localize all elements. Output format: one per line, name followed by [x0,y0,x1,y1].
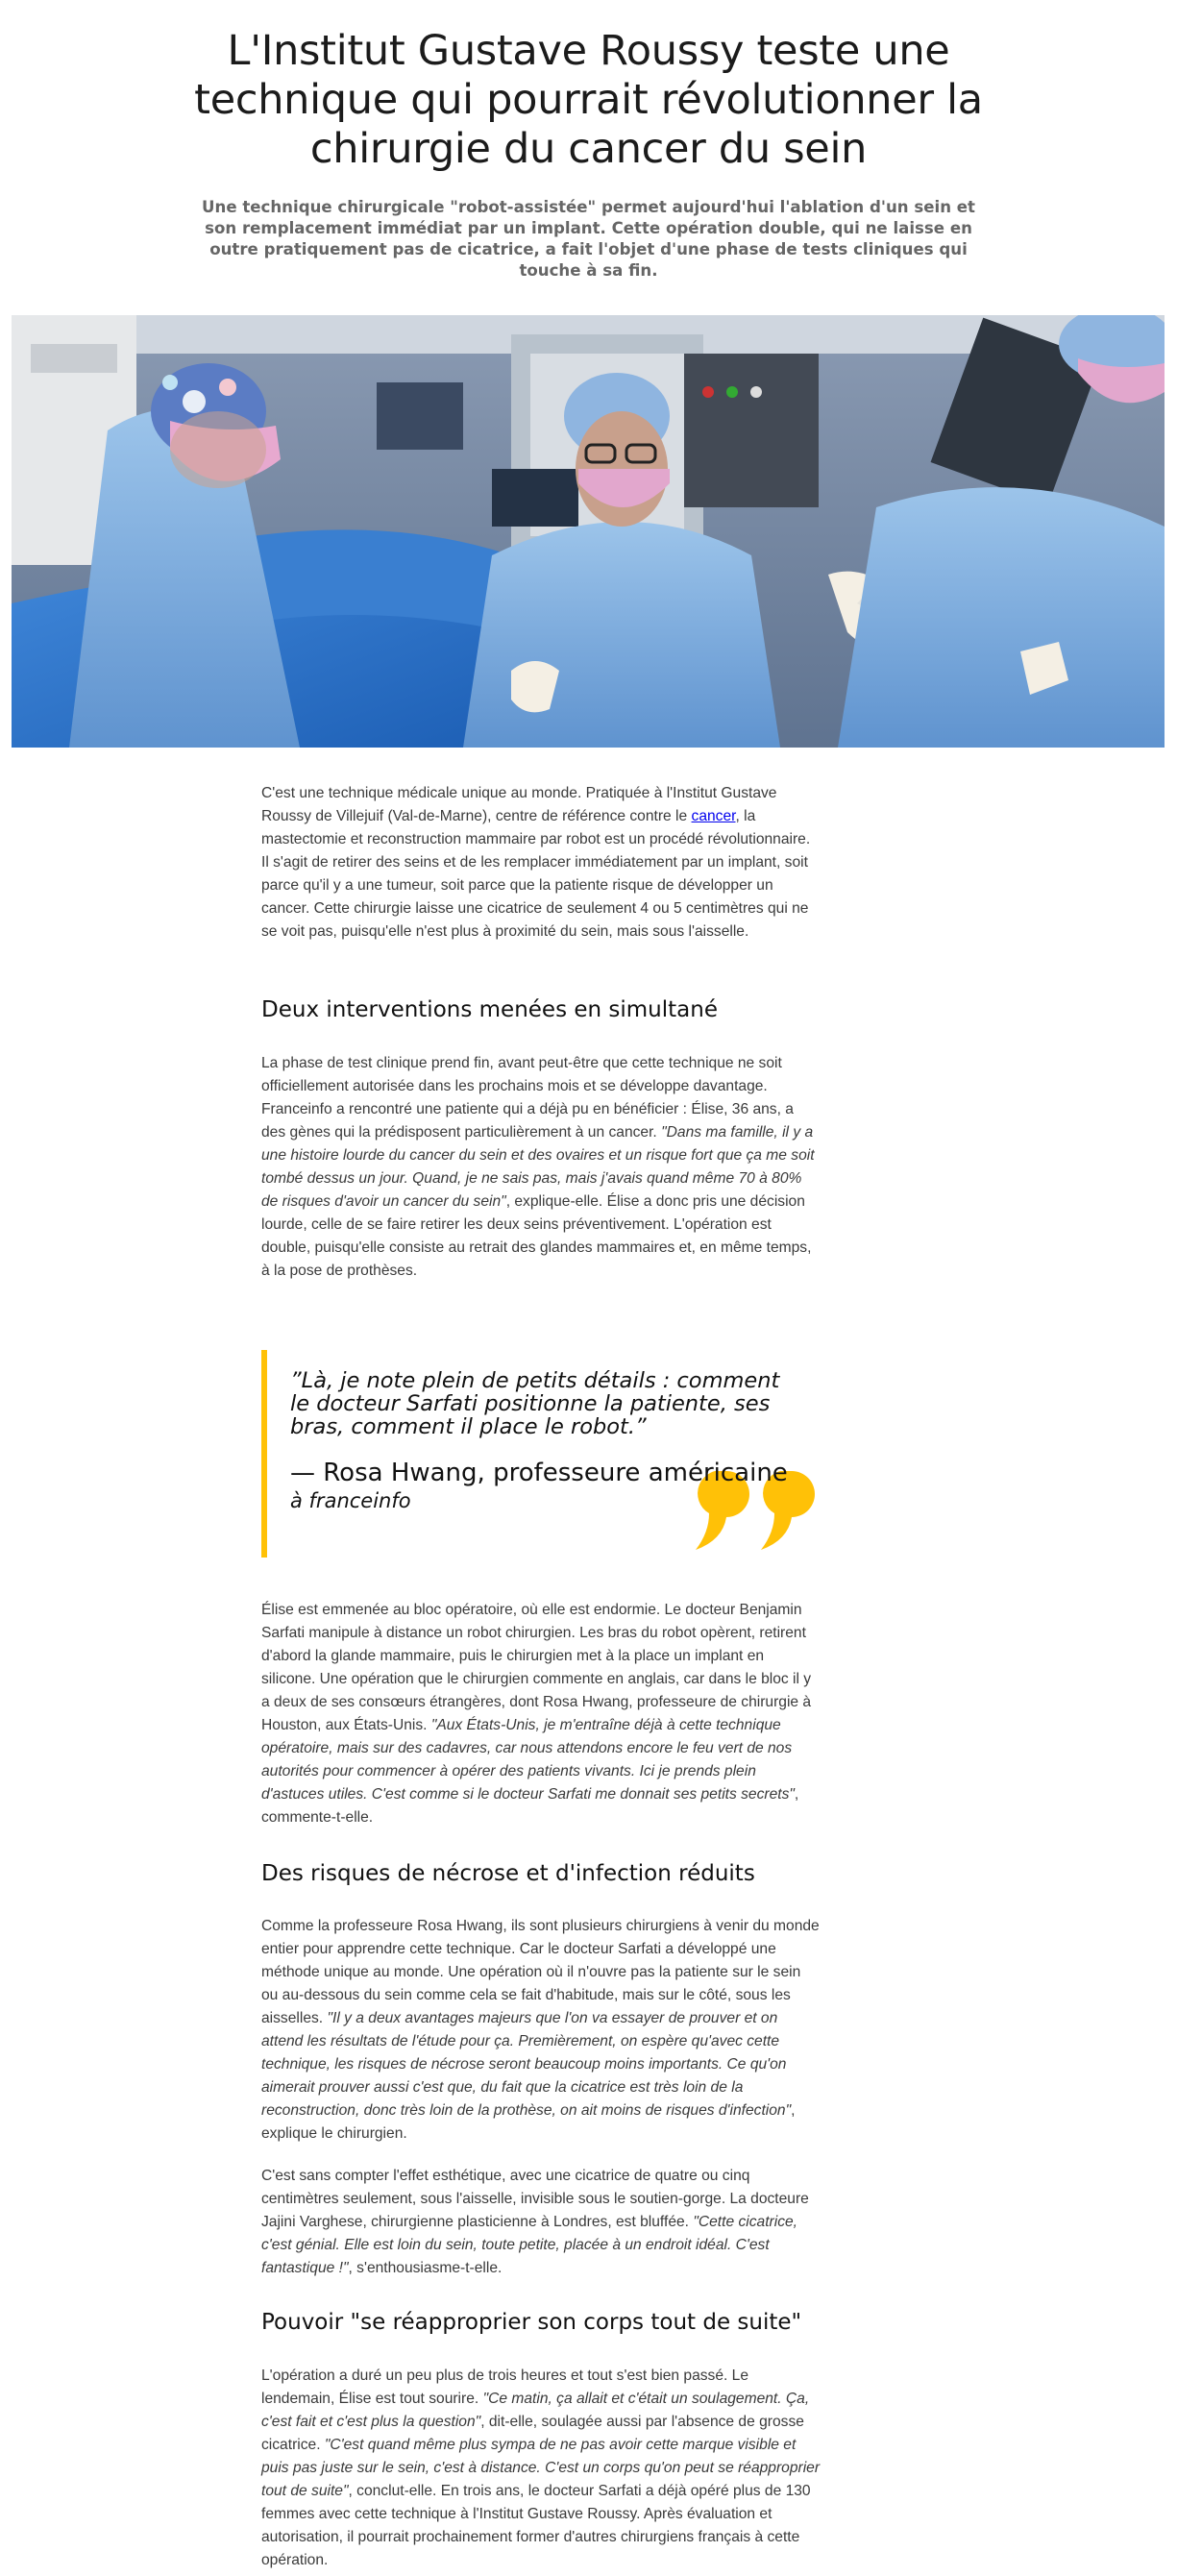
section3-quote-1: "Ce matin, ça allait et c'était un soulagement. Ça, c'est fait et c'est plus la question" [261,2391,810,2430]
section1b-text-b: , commente-t-elle. [261,1786,799,1826]
section2-text-d: , s'enthousiasme-t-elle. [348,2260,503,2276]
pull-quote-author: — Rosa Hwang, professeure américaine [290,1459,788,1487]
section1b-text-a: Élise est emmenée au bloc opératoire, où elle est endormie. Le docteur Benjamin Sarfati manipule à distance un robot chirurgien. Les bras du robot opèrent, retirent d'abord la glande mammaire, puis le chirurgien met à la place un implant en silicone. Une opération que le chirurgien commente en anglais, car dans le bloc il y a deux de ses consœurs étrangères, dont Rosa Hwang, professeure de chirurgie à Houston, aux États-Unis. [261,1602,812,1733]
section2-text-b: , explique le chirurgien. [261,2102,796,2142]
section2-paragraph-2 [261,2165,821,2280]
section-heading-2: Des risques de nécrose et d'infection réduits [261,1861,755,1886]
section3-text-c: , conclut-elle. En trois ans, le docteur Sarfati a déjà opéré plus de 130 femmes avec cette technique à l'Institut Gustave Roussy. Après évaluation et autorisation, il pourrait prochainement former d'autres chirurgiens français à cette opération. [261,2483,811,2568]
intro-text-1: C'est une technique médicale unique au monde. Pratiquée à l'Institut Gustave Roussy de Villejuif (Val-de-Marne), centre de référence contre le [261,785,777,824]
section1b-paragraph [261,1599,821,1829]
section2-paragraph-1 [261,1915,821,2146]
section-heading-1: Deux interventions menées en simultané [261,997,718,1022]
article-title: L'Institut Gustave Roussy teste une technique qui pourrait révolutionner la chirurgie du cancer du sein [194,27,983,173]
section2-quote-2: "Cette cicatrice, c'est génial. Elle est loin du sein, toute petite, placée à un endroit idéal. C'est fantastique !" [261,2214,797,2276]
intro-text-2: , la mastectomie et reconstruction mammaire par robot est un procédé révolutionnaire. Il s'agit de retirer des seins et de les remplacer immédiatement par un implant, soit parce qu'il y a une tumeur, soit parce que la patiente risque de développer un cancer. Cette chirurgie laisse une cicatrice de seulement 4 ou 5 centimètres qui ne se voit pas, puisqu'elle n'est plus à proximité du sein, mais sous l'aisselle. [261,808,811,940]
article-subtitle: Une technique chirurgicale "robot-assistée" permet aujourd'hui l'ablation d'un sein et son remplacement immédiat par un implant. Cette opération double, qui ne laisse en outre pratiquement pas de cicatrice, a fait l'objet d'une phase de tests cliniques qui touche à sa fin. [202,198,975,280]
section1b-quote: "Aux États-Unis, je m'entraîne déjà à cette technique opératoire, mais sur des cadavres, car nous attendons encore le feu vert de nos autorités pour commencer à opérer des patients vivants. Ici je prends plein d'astuces utiles. C'est comme si le docteur Sarfati me donnait ses petits secrets" [261,1717,795,1803]
section1-paragraph [261,1052,821,1283]
operating-room-image [12,315,1165,748]
hero-photo [12,315,1165,748]
intro-paragraph [261,782,821,944]
section1-quote: "Dans ma famille, il y a une histoire lourde du cancer du sein et des ovaires et un risque fort que ça me soit tombé dessus un jour. Quand, je ne sais pas, mais j'avais quand même 70 à 80% de risques d'avoir un cancer du sein" [261,1124,815,1210]
section1-text-a: La phase de test clinique prend fin, avant peut-être que cette technique ne soit officiellement autorisée dans les prochains mois et se développe davantage. Franceinfo a rencontré une patiente qui a déjà pu en bénéficier : Élise, 36 ans, a des gènes qui la prédisposent particulièrement à un cancer. [261,1055,794,1141]
section3-text-a: L'opération a duré un peu plus de trois heures et tout s'est bien passé. Le lendemain, Élise est tout sourire. [261,2367,749,2407]
pull-quote [261,1350,821,1558]
section2-text-c: C'est sans compter l'effet esthétique, avec une cicatrice de quatre ou cinq centimètres seulement, sous l'aisselle, invisible sous le soutien-gorge. La docteure Jajini Varghese, chirurgienne plasticienne à Londres, est bluffée. [261,2168,809,2230]
section2-text-a: Comme la professeure Rosa Hwang, ils sont plusieurs chirurgiens à venir du monde entier pour apprendre cette technique. Car le docteur Sarfati a développé une méthode unique au monde. Une opération où il n'ouvre pas la patiente sur le sein ou au-dessous du sein comme cela se fait d'habitude, mais sur le côté, sous les aisselles. [261,1918,820,2026]
pull-quote-source: à franceinfo [290,1489,411,1512]
section1-text-b: , explique-elle. Élise a donc pris une décision lourde, celle de se faire retirer les deux seins préventivement. L'opération est double, puisqu'elle consiste au retrait des glandes mammaires et, en même temps, à la pose de prothèses. [261,1193,812,1279]
section3-quote-2: "C'est quand même plus sympa de ne pas avoir cette marque visible et puis pas juste sur le sein, c'est à distance. C'est un corps qu'on peut se réapproprier tout de suite" [261,2437,821,2499]
section2-quote: "Il y a deux avantages majeurs que l'on va essayer de prouver et on attend les résultats de l'étude pour ça. Premièrement, on espère qu'avec cette technique, les risques de nécrose seront beaucoup moins importants. Ce qu'on aimerait prouver aussi c'est que, du fait que la cicatrice est très loin de la reconstruction, donc très loin de la prothèse, on ait moins de risques d'infection" [261,2010,792,2119]
section3-text-b: , dit-elle, soulagée aussi par l'absence de grosse cicatrice. [261,2414,804,2453]
section3-paragraph [261,2365,821,2572]
section-heading-3: Pouvoir "se réapproprier son corps tout de suite" [261,2310,802,2335]
pull-quote-text: ”Là, je note plein de petits détails : comment le docteur Sarfati positionne la patiente, ses bras, comment il place le robot.” [290,1368,780,1439]
cancer-link[interactable]: cancer [691,808,736,824]
